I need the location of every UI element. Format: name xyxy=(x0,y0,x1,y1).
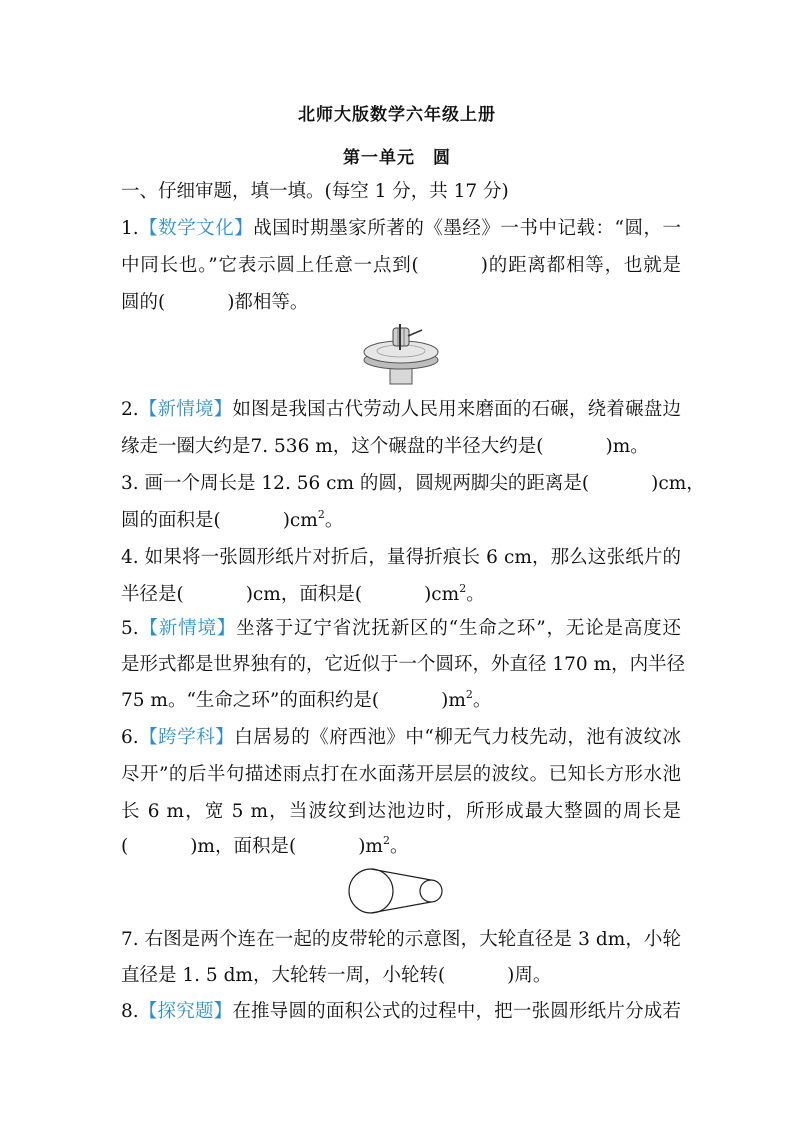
question-5-line-2: 是形式都是世界独有的，它近似于一个圆环，外直径 170 m，内半径 xyxy=(121,654,686,675)
question-text: 如图是我国古代劳动人民用来磨面的石碾，绕着碾盘边 xyxy=(232,399,681,420)
question-8-line-1 xyxy=(121,1000,681,1024)
question-1-line-1 xyxy=(121,217,681,241)
question-text: )周。 xyxy=(507,965,552,986)
question-text: 坐落于辽宁省沈抚新区的“生命之环”，无论是高度还 xyxy=(236,618,681,639)
superscript: 2 xyxy=(465,688,473,701)
question-text: )cm，面积是( xyxy=(245,584,363,605)
question-text: 半径是( xyxy=(121,584,184,605)
question-tag: 【新情境】 xyxy=(138,618,237,639)
question-text: 3. 画一个周长是 12. 56 cm 的圆，圆规两脚尖的距离是( xyxy=(121,473,590,494)
question-tag: 【跨学科】 xyxy=(138,727,235,748)
question-text: 。 xyxy=(389,836,409,857)
question-text: )m xyxy=(441,690,466,711)
superscript: 2 xyxy=(382,834,390,847)
question-text: 白居易的《府西池》中“柳无气力枝先动，池有波纹冰 xyxy=(234,727,681,748)
question-7-line-1: 7. 右图是两个连在一起的皮带轮的示意图，大轮直径是 3 dm，小轮 xyxy=(121,929,681,950)
question-2-line-1 xyxy=(121,398,681,422)
question-text: )cm xyxy=(424,584,460,605)
page-title: 北师大版数学六年级上册 xyxy=(298,105,496,125)
question-text: )都相等。 xyxy=(227,292,309,313)
unit-title: 第一单元 圆 xyxy=(343,148,451,168)
question-tag: 【新情境】 xyxy=(138,399,233,420)
question-text: )m，面积是( xyxy=(190,836,297,857)
question-text: )cm xyxy=(282,510,318,531)
stone-mill-figure xyxy=(362,320,440,386)
question-text: 圆的面积是( xyxy=(121,510,221,531)
question-number: 5. xyxy=(121,618,139,639)
question-1-line-2 xyxy=(121,254,681,278)
question-text: 。 xyxy=(466,584,485,605)
question-3-line-1 xyxy=(121,472,705,496)
question-4-line-2 xyxy=(121,583,681,607)
question-text: )m。 xyxy=(605,436,649,457)
question-text: 75 m。“生命之环”的面积约是( xyxy=(121,690,380,711)
question-text: 直径是 1. 5 dm，大轮转一周，小轮转( xyxy=(121,965,446,986)
question-5-line-3 xyxy=(121,689,681,713)
question-6-line-1 xyxy=(121,726,681,750)
question-text: 中同长也。”它表示圆上任意一点到( xyxy=(121,255,419,276)
question-text: 。 xyxy=(472,690,492,711)
question-text: ( xyxy=(121,836,129,857)
question-6-line-3: 长 6 m，宽 5 m，当波纹到达池边时，所形成最大整圆的周长是 xyxy=(121,801,681,822)
question-2-line-2 xyxy=(121,435,681,459)
superscript: 2 xyxy=(317,508,325,521)
question-6-line-2: 尽开”的后半句描述雨点打在水面荡开层层的波纹。已知长方形水池 xyxy=(121,764,681,785)
question-tag: 【数学文化】 xyxy=(138,218,254,239)
question-7-line-2 xyxy=(121,964,681,988)
question-1-line-3 xyxy=(121,291,681,315)
question-text: )cm， xyxy=(651,473,705,494)
superscript: 2 xyxy=(459,582,467,595)
question-text: 。 xyxy=(324,510,344,531)
question-text: )m xyxy=(358,836,383,857)
question-text: 缘走一圈大约是7. 536 m，这个碾盘的半径大约是( xyxy=(121,436,544,457)
question-5-line-1 xyxy=(121,617,681,641)
belt-pulley-figure xyxy=(346,866,446,916)
question-text: 战国时期墨家所著的《墨经》一书中记载：“圆，一 xyxy=(253,218,681,239)
question-text: 圆的( xyxy=(121,292,166,313)
question-6-line-4 xyxy=(121,835,681,859)
question-number: 6. xyxy=(121,727,139,748)
question-4-line-1: 4. 如果将一张圆形纸片对折后，量得折痕长 6 cm，那么这张纸片的 xyxy=(121,547,681,568)
question-tag: 【探究题】 xyxy=(138,1001,233,1022)
section-heading: 一、仔细审题，填一填。(每空 1 分，共 17 分) xyxy=(121,181,509,202)
question-text: )的距离都相等，也就是 xyxy=(480,255,682,276)
question-number: 2. xyxy=(121,399,139,420)
question-number: 1. xyxy=(121,218,139,239)
question-3-line-2 xyxy=(121,509,681,533)
question-text: 在推导圆的面积公式的过程中，把一张圆形纸片分成若 xyxy=(232,1001,681,1022)
question-number: 8. xyxy=(121,1001,139,1022)
